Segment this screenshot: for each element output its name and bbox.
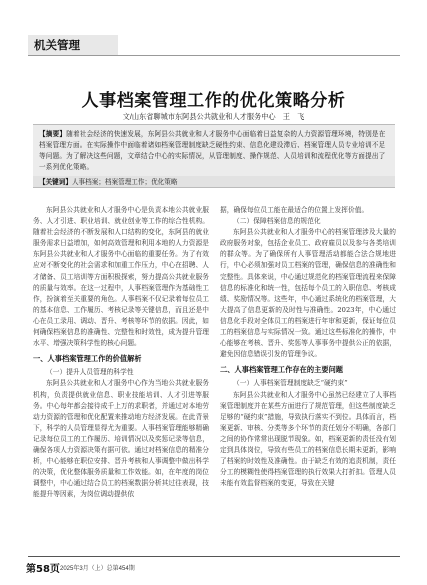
footer-rule	[28, 556, 400, 557]
keywords-text: 人事档案；档案管理工作；优化策略	[71, 178, 178, 186]
keywords-tag: 【关键词】	[39, 178, 72, 186]
section-heading-1: 一、人事档案管理工作的价值解析	[33, 354, 142, 364]
paragraph-2-1: 东阿县公共就业和人才服务中心虽然已经建立了人事档案管理制度并在某些方面进行了规范管理，但这些制度缺乏足够的“硬约束”措施，导致执行落实不到位。具体而言，档案更新、审核、分类等多个环节的责任划分不明确，各部门之间的协作常常出现脱节现象。如，档案更新的责任没有划定到具体岗位，导致有些员工的档案信息长期未更新，影响了档案的时效性及准确性。由于缺乏有效的追责机制，责任分工的模糊性使得档案管理的执行效果大打折扣。管理人员未能有效监督档案的变更，导致在关键	[220, 390, 396, 488]
paragraph-1-1-cont: 据，确保每位员工能在最适合的位置上发挥价值。	[220, 206, 369, 214]
article-title: 人事档案管理工作的优化策略分析	[81, 91, 346, 111]
paragraph-1-2: 东阿县公共就业和人才服务中心的档案管理涉及大量的政府服务对象，包括企业员工、政府雇员以及参与各类培训的群众等。为了确保所有人事管理活动都能合法合规地进行，中心必须加强对员工档案的管理，确保信息的准确性和完整性。具体来说，中心通过规范化的档案管理流程来保障信息的标准化和统一性，包括每个员工的入职信息、考核成绩、奖励情况等。这些年，中心通过系统化的档案管理，大大提高了信息更新的及时性与准确性。2023年，中心通过信息化手段对全体员工的档案进行年审和更新，保证每位员工的档案信息与实际情况一致。通过这些标准化的操作，中心能够在考核、晋升、奖惩等人事事务中提供公正的依据，避免因信息错误引发的管理争议。	[220, 228, 396, 359]
left-column	[33, 205, 209, 500]
subheading-1-2: （二）保障档案信息的规范化	[233, 217, 321, 226]
section-label: 机关管理	[28, 35, 118, 55]
section-heading-2: 二、人事档案管理工作存在的主要问题	[220, 365, 344, 375]
issue-info: 2025年3月（上）总第454期	[60, 566, 135, 572]
keywords-box	[33, 176, 395, 188]
article-author: 文/山东省聊城市东阿县公共就业和人才服务中心 王 飞	[122, 112, 305, 121]
intro-paragraph: 东阿县公共就业和人才服务中心是负责本地公共就业服务、人才引进、职业培训、就业创业等工作的综合性机构。随着社会经济的不断发展和人口结构的变化，东阿县的就业服务需求日益增加，如何高效管理和利用本地的人力资源是东阿县公共就业和人才服务中心面临的重要任务。为了有效应对不断变化的社会需求和加重工作压力，中心在招聘、人才储备、员工培训等方面积极探索，努力提高公共就业服务的质量与效率。在这一过程中，人事档案管理作为基础性工作，扮演着至关重要的角色。人事档案不仅记录着每位员工的基本信息、工作履历、考核记录等关键信息，而且还是中心在员工录用、调动、晋升、考核等环节的依据。因此，如何确保档案信息的准确性、完整性和时效性，成为提升管理水平、增强决策科学性的核心问题。	[33, 206, 209, 348]
abstract-text: 随着社会经济的快速发展，东阿县公共就业和人才服务中心面临着日益复杂的人力资源管理环境，特别是在档案管理方面。在实际操作中面临着诸如档案管理制度缺乏硬性约束、信息化建设滞后、档案管理人员专业培训不足等问题。为了解决这些问题，文章结合中心的实际情况，从管理制度、操作规范、人员培训和流程优化等方面提出了一系列优化策略。	[39, 130, 386, 171]
abstract-box	[33, 124, 395, 176]
subheading-1-1: （一）提升人员管理的科学性	[46, 368, 134, 377]
page-number: 第58页	[26, 564, 60, 575]
header-rule	[28, 55, 400, 56]
right-column	[220, 205, 396, 489]
paragraph-1-1: 东阿县公共就业和人才服务中心作为当地公共就业服务机构，负责提供就业信息、职业技能培训、人才引进等服务。中心每年都会接待成千上万的求职者，并通过对本地劳动力资源的管理和优化配置来推动地方经济发展。在此背景下，科学的人员管理显得尤为重要。人事档案管理能够精确记录每位员工的工作履历、培训情况以及奖惩记录等信息，确保各项人力资源决策有据可依。通过对档案信息的精准分析，中心能够在职位安排、晋升考核和人事调整中做出科学的决策，优化整体服务质量和工作效能。如，在年度的岗位调整中，中心通过结合员工的档案数据分析其过往表现，技能提升等因素，为岗位调动提供依	[33, 379, 209, 499]
abstract-tag: 【摘要】	[39, 130, 67, 138]
subheading-2-1: （一）人事档案管理制度缺乏“硬约束”	[233, 379, 348, 388]
